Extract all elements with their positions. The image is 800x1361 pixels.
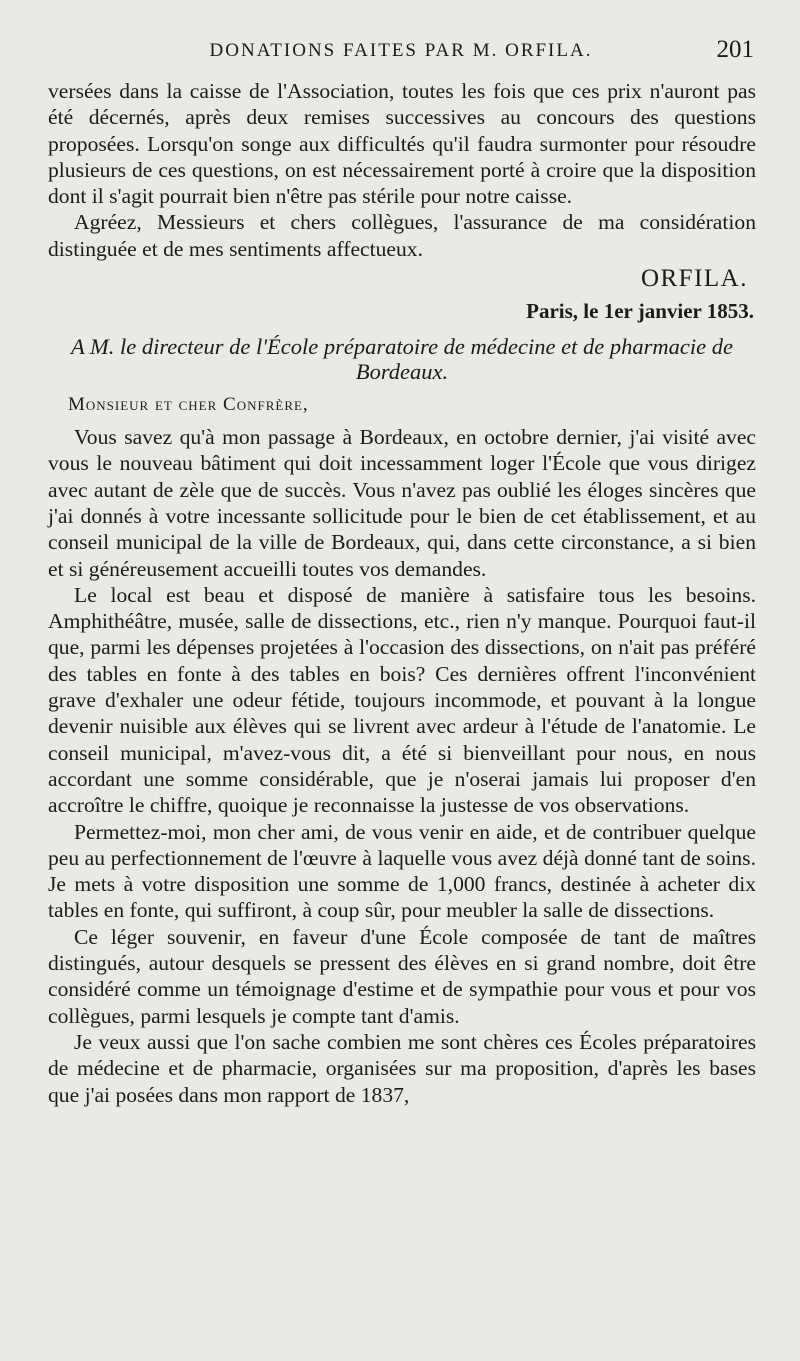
dateline: [48, 299, 756, 332]
letter2-paragraph: Je veux aussi que l'on sache combien me sont chères ces Écoles préparatoires de médecine et de pharmacie, organisées sur ma proposition, d'après les bases que j'ai posées dans mon rapport de 1837,: [48, 1029, 756, 1107]
running-head: [48, 36, 754, 68]
letter2-paragraph: Permettez-moi, mon cher ami, de vous venir en aide, et de contribuer quelque peu au perfectionnement de l'œuvre à laquelle vous avez déjà donné tant de soins. Je mets à votre disposition une somme de 1,000 francs, destinée à acheter dix tables en fonte, qui suffiront, à coup sûr, pour meubler la salle de dissections.: [48, 819, 756, 923]
letter1-closing-paragraph: versées dans la caisse de l'Association, toutes les fois que ces prix n'auront pas été décernés, après deux remises successives au concours des questions proposées. Lorsqu'on songe aux difficultés qu'il faudra surmonter pour résoudre plusieurs de ces questions, on est nécessairement porté à croire que la disposition dont il s'agit pourrait bien n'être pas stérile pour notre caisse.: [48, 79, 756, 209]
signature: ORFILA.: [640, 265, 748, 293]
letter2-paragraph: Ce léger souvenir, en faveur d'une École composée de tant de maîtres distingués, autour desquels se pressent des élèves en si grand nombre, doit être considéré comme un témoignage d'estime et de sympathie pour vous et pour vos collègues, parmi lesquels je compte tant d'amis.: [48, 924, 756, 1028]
letter2-paragraph: Le local est beau et disposé de manière à satisfaire tous les besoins. Amphithéâtre, musée, salle de dissections, etc., rien n'y manque. Pourquoi faut-il que, parmi les dépenses projetées à l'occasion des dissections, on n'ait pas préféré des tables en fonte à des tables en bois? Ces dernières offrent l'inconvénient grave d'exhaler une odeur fétide, toujours incommode, et pouvant à la longue devenir nuisible aux élèves qui se livrent avec ardeur à l'étude de l'anatomie. Le conseil municipal, m'avez-vous dit, a été si bienveillant pour nous, en nous accordant une somme considérable, que je n'oserai jamais lui proposer d'en accroître le chiffre, quoique je reconnaisse la justesse de vos observations.: [48, 582, 756, 818]
running-title: DONATIONS FAITES PAR M. ORFILA.: [209, 40, 593, 61]
letter1-salutation-paragraph: Agréez, Messieurs et chers collègues, l'assurance de ma considération distinguée et de mes sentiments affectueux.: [48, 210, 756, 261]
date-text: Paris, le 1er janvier 1853.: [526, 299, 754, 324]
greeting: Monsieur et cher Confrère,: [68, 394, 309, 416]
letter2-paragraph: Vous savez qu'à mon passage à Bordeaux, en octobre dernier, j'ai visité avec vous le nouveau bâtiment qui doit incessamment loger l'École que vous dirigez avec autant de zèle que de succès. Vous n'avez pas oublié les éloges sincères que j'ai donnés à votre incessante sollicitude pour le bien de cet établissement, et au conseil municipal de la ville de Bordeaux, qui, dans cette circonstance, a si bien et si généreusement accueilli toutes vos demandes.: [48, 425, 756, 581]
signature-line: [48, 265, 756, 299]
page-number: 201: [716, 36, 754, 63]
text-block: [48, 78, 756, 1108]
letter2-address: A M. le directeur de l'École préparatoire de médecine et de pharmacie de Bordeaux.: [71, 334, 733, 385]
greeting-line: [68, 394, 756, 424]
